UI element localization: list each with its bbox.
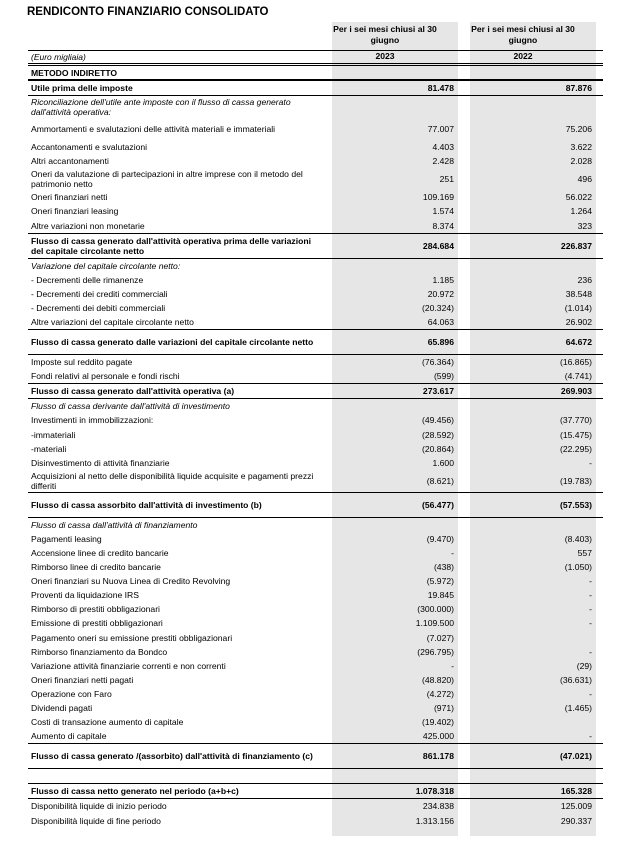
- value-2023: 273.617: [422, 386, 454, 397]
- row-label: Aumento di capitale: [31, 731, 107, 742]
- table-row: [28, 602, 603, 616]
- table-row: [28, 301, 603, 315]
- unit-label: (Euro migliaia): [31, 52, 86, 62]
- row-label: Acquisizioni al netto delle disponibilità liquide acquisite e pagamenti prezzi differiti: [31, 470, 314, 491]
- row-label: Rimborso linee di credito bancarie: [31, 562, 161, 573]
- table-row: [28, 399, 603, 413]
- value-2023: (28.592): [421, 429, 454, 440]
- value-2023: (438): [433, 562, 454, 573]
- value-2023: (971): [433, 703, 454, 714]
- value-2023: (599): [433, 371, 454, 382]
- row-label: Fondi relativi al personale e fondi rischi: [31, 371, 180, 382]
- table-row: [28, 456, 603, 470]
- row-label: Proventi da liquidazione IRS: [31, 590, 139, 601]
- table-row: [28, 546, 603, 560]
- value-2022: (1.050): [564, 562, 592, 573]
- row-label: Oneri da valutazione di partecipazioni in altre imprese con il metodo del patrimonio netto: [31, 169, 303, 190]
- table-row: [28, 383, 603, 399]
- value-2022: -: [589, 576, 592, 587]
- value-2022: (15.475): [559, 429, 592, 440]
- value-2022: -: [589, 618, 592, 629]
- table-row: [28, 118, 603, 140]
- row-label: Flusso di cassa netto generato nel periodo (a+b+c): [31, 786, 239, 797]
- column-header-2022: [463, 24, 583, 62]
- value-2023: (7.027): [426, 632, 454, 643]
- table-row: [28, 355, 603, 369]
- column-year: 2022: [513, 51, 533, 61]
- row-label: Costi di transazione aumento di capitale: [31, 717, 184, 728]
- table-row: [28, 813, 603, 827]
- table-row: [28, 287, 603, 301]
- value-2023: (19.402): [421, 717, 454, 728]
- value-2022: 496: [577, 174, 592, 185]
- table-row: [28, 428, 603, 442]
- value-2023: (56.477): [421, 499, 454, 510]
- value-2022: -: [589, 457, 592, 468]
- value-2022: (36.631): [559, 674, 592, 685]
- value-2022: (19.783): [559, 475, 592, 486]
- value-2023: 1.078.318: [415, 786, 454, 797]
- table-row: [28, 65, 603, 80]
- value-2023: (300.000): [417, 604, 454, 615]
- row-label: Oneri finanziari su Nuova Linea di Credito Revolving: [31, 576, 231, 587]
- row-label: Emissione di prestiti obbligazionari: [31, 618, 163, 629]
- table-row: [28, 190, 603, 204]
- value-2023: 20.972: [427, 288, 454, 299]
- table-row: [28, 729, 603, 743]
- table-row: [28, 442, 603, 456]
- row-label: Oneri finanziari netti: [31, 192, 108, 203]
- value-2022: (37.770): [559, 415, 592, 426]
- value-2023: (49.456): [421, 415, 454, 426]
- table-row: [28, 659, 603, 673]
- row-label: Flusso di cassa assorbito dall'attività di investimento (b): [31, 499, 262, 510]
- value-2022: 290.337: [560, 815, 592, 826]
- table-row: [28, 687, 603, 701]
- table-row: [28, 492, 603, 518]
- value-2022: 87.876: [565, 83, 592, 94]
- value-2022: (4.741): [564, 371, 592, 382]
- value-2023: 861.178: [422, 751, 454, 762]
- table-row: [28, 154, 603, 168]
- value-2022: 125.009: [560, 801, 592, 812]
- row-label: - Decrementi delle rimanenze: [31, 274, 144, 285]
- value-2023: 64.063: [427, 316, 454, 327]
- row-label: Operazione con Faro: [31, 688, 112, 699]
- value-2023: -: [451, 660, 454, 671]
- value-2023: 1.313.156: [415, 815, 454, 826]
- row-label: Rimborso di prestiti obbligazionari: [31, 604, 160, 615]
- table-row: [28, 715, 603, 729]
- table-row: [28, 769, 603, 783]
- value-2022: 75.206: [565, 124, 592, 135]
- table-row: [28, 799, 603, 813]
- row-label: Pagamento oneri su emissione prestiti obbligazionari: [31, 632, 233, 643]
- row-label: Flusso di cassa derivante dall'attività di investimento: [31, 401, 230, 412]
- table-row: [28, 273, 603, 287]
- row-label: Flusso di cassa generato dall'attività operativa (a): [31, 386, 235, 397]
- table-row: [28, 588, 603, 602]
- value-2022: (16.865): [559, 357, 592, 368]
- value-2023: (4.272): [426, 688, 454, 699]
- value-2022: (1.465): [564, 703, 592, 714]
- value-2023: 234.838: [422, 801, 454, 812]
- value-2023: 425.000: [422, 731, 454, 742]
- table-row: [28, 560, 603, 574]
- row-label: Pagamenti leasing: [31, 533, 102, 544]
- value-2023: 284.684: [422, 240, 454, 251]
- value-2022: 269.903: [560, 386, 592, 397]
- row-label: Oneri finanziari leasing: [31, 206, 119, 217]
- value-2022: 236: [577, 274, 592, 285]
- value-2022: -: [589, 688, 592, 699]
- row-label: Utile prima delle imposte: [31, 83, 133, 94]
- value-2023: (8.621): [426, 475, 454, 486]
- table-row: [28, 616, 603, 630]
- row-label: Flusso di cassa generato dalle variazioni del capitale circolante netto: [31, 337, 314, 348]
- value-2023: 81.478: [427, 83, 454, 94]
- table-row: [28, 168, 603, 190]
- value-2023: 8.374: [432, 220, 454, 231]
- value-2023: 65.896: [427, 337, 454, 348]
- value-2022: (29): [576, 660, 592, 671]
- column-header-2023: [325, 24, 445, 62]
- value-2023: (5.972): [426, 576, 454, 587]
- table-row: [28, 470, 603, 492]
- value-2022: (57.553): [559, 499, 592, 510]
- row-label: Oneri finanziari netti pagati: [31, 674, 134, 685]
- value-2022: 2.028: [570, 156, 592, 167]
- table-row: [28, 140, 603, 154]
- table-row: [28, 413, 603, 427]
- table-row: [28, 329, 603, 355]
- value-2022: 165.328: [560, 786, 592, 797]
- value-2022: 557: [577, 548, 592, 559]
- value-2022: 1.264: [570, 206, 592, 217]
- row-label: Disponibilità liquide di inizio periodo: [31, 801, 167, 812]
- row-label: Dividendi pagati: [31, 703, 93, 714]
- row-label: Ammortamenti e svalutazioni delle attività materiali e immateriali: [31, 124, 276, 135]
- header-rule-bottom: [28, 63, 603, 64]
- value-2022: -: [589, 590, 592, 601]
- value-2023: (76.364): [421, 357, 454, 368]
- row-label: Altre variazioni del capitale circolante netto: [31, 316, 194, 327]
- value-2022: 64.672: [565, 337, 592, 348]
- column-header-label: Per i sei mesi chiusi al 30 giugno: [333, 24, 437, 45]
- table-row: [28, 743, 603, 769]
- row-label: Variazione attività finanziarie correnti e non correnti: [31, 660, 226, 671]
- row-label: Flusso di cassa generato dall'attività operativa prima delle variazioni del capitale circolante netto: [31, 235, 312, 256]
- row-label: Altri accantonamenti: [31, 156, 109, 167]
- row-label: Disponibilità liquide di fine periodo: [31, 815, 161, 826]
- value-2023: (48.820): [421, 674, 454, 685]
- table-row: [28, 645, 603, 659]
- column-year: 2023: [375, 51, 395, 61]
- row-label: Accantonamenti e svalutazioni: [31, 142, 148, 153]
- value-2022: -: [589, 604, 592, 615]
- value-2023: 4.403: [432, 142, 454, 153]
- table-row: [28, 532, 603, 546]
- value-2023: 1.109.500: [415, 618, 454, 629]
- value-2023: 77.007: [427, 124, 454, 135]
- row-label: Flusso di cassa generato /(assorbito) dall'attività di finanziamento (c): [31, 751, 313, 762]
- table-row: [28, 96, 603, 118]
- value-2022: 226.837: [560, 240, 592, 251]
- table-row: [28, 233, 603, 259]
- row-label: METODO INDIRETTO: [31, 67, 118, 78]
- row-label: - Decrementi dei debiti commerciali: [31, 302, 166, 313]
- row-label: Investimenti in immobilizzazioni:: [31, 415, 154, 426]
- row-label: Riconciliazione dell'utile ante imposte con il flusso di cassa generato dall'attività operativa:: [31, 97, 291, 118]
- value-2022: 56.022: [565, 192, 592, 203]
- table-row: [28, 259, 603, 273]
- column-header-label: Per i sei mesi chiusi al 30 giugno: [471, 24, 575, 45]
- value-2023: -: [451, 548, 454, 559]
- table-row: [28, 369, 603, 383]
- value-2022: (8.403): [564, 533, 592, 544]
- table-row: [28, 673, 603, 687]
- table-row: [28, 218, 603, 232]
- value-2023: 2.428: [432, 156, 454, 167]
- statement-title: RENDICONTO FINANZIARIO CONSOLIDATO: [27, 6, 269, 18]
- header-rule-top: [28, 50, 603, 51]
- value-2022: 323: [577, 220, 592, 231]
- value-2022: (47.021): [559, 751, 592, 762]
- value-2022: 26.902: [565, 316, 592, 327]
- row-label: Accensione linee di credito bancarie: [31, 548, 169, 559]
- table-row: [28, 631, 603, 645]
- row-label: Rimborso finanziamento da Bondco: [31, 646, 168, 657]
- table-row: [28, 315, 603, 329]
- row-label: Variazione del capitale circolante netto:: [31, 260, 181, 271]
- row-label: -immateriali: [31, 429, 76, 440]
- row-label: Disinvestimento di attività finanziarie: [31, 457, 170, 468]
- statement-table: [28, 65, 603, 828]
- value-2023: 19.845: [427, 590, 454, 601]
- row-label: - Decrementi dei crediti commerciali: [31, 288, 168, 299]
- value-2023: (20.864): [421, 443, 454, 454]
- table-row: [28, 518, 603, 532]
- value-2023: (296.795): [417, 646, 454, 657]
- value-2022: -: [589, 731, 592, 742]
- value-2023: 1.600: [432, 457, 454, 468]
- row-label: -materiali: [31, 443, 67, 454]
- value-2023: 1.574: [432, 206, 454, 217]
- value-2023: 251: [439, 174, 454, 185]
- value-2022: (22.295): [559, 443, 592, 454]
- row-label: Imposte sul reddito pagate: [31, 357, 133, 368]
- row-label: Altre variazioni non monetarie: [31, 220, 145, 231]
- value-2022: (1.014): [564, 302, 592, 313]
- value-2023: 1.185: [432, 274, 454, 285]
- value-2022: -: [589, 646, 592, 657]
- table-row: [28, 80, 603, 96]
- table-row: [28, 783, 603, 799]
- table-row: [28, 701, 603, 715]
- value-2023: 109.169: [422, 192, 454, 203]
- value-2022: 3.622: [570, 142, 592, 153]
- value-2022: 38.548: [565, 288, 592, 299]
- row-label: Flusso di cassa dall'attività di finanziamento: [31, 519, 198, 530]
- value-2023: (20.324): [421, 302, 454, 313]
- value-2023: (9.470): [426, 533, 454, 544]
- table-row: [28, 204, 603, 218]
- table-row: [28, 574, 603, 588]
